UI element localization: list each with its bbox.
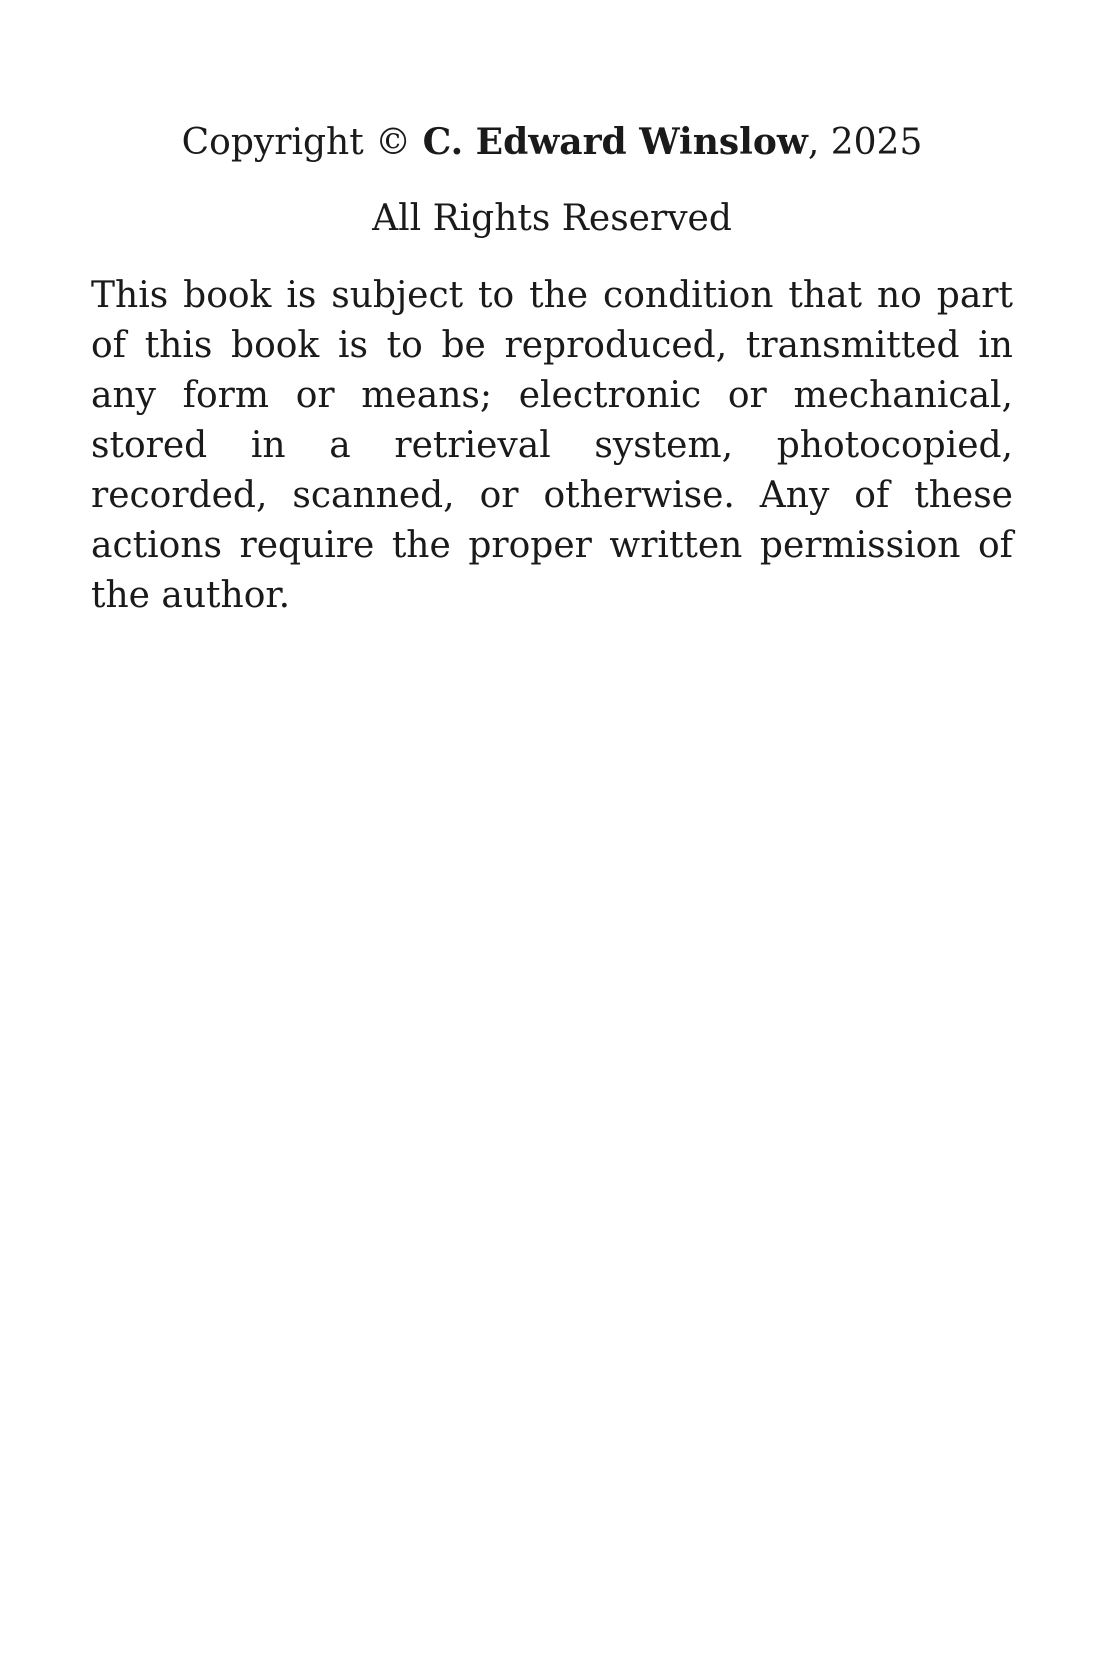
copyright-year: , 2025 (807, 122, 923, 163)
copyright-prefix: Copyright © (181, 122, 423, 163)
rights-reserved: All Rights Reserved (372, 198, 732, 239)
copyright-notice: This book is subject to the condition that no part of this book is to be reproduced, transmitted in any form or means; electronic or mechanical, stored in a retrieval system, photocopied, recorded, scanned, or otherwise. Any of these actions require the proper written permission of the author. (91, 275, 1013, 616)
author-name: C. Edward Winslow (422, 121, 808, 163)
copyright-page (91, 118, 1013, 621)
copyright-line (91, 118, 1013, 167)
